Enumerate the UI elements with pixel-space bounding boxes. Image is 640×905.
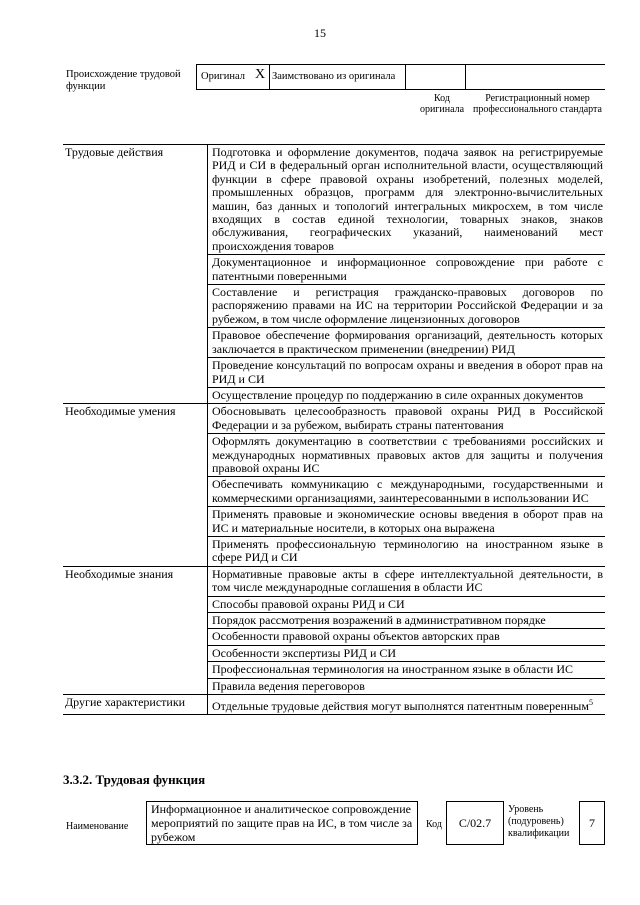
name-value: Информационное и аналитическое сопровождение мероприятий по защите прав на ИС, в том числе за рубежом <box>146 801 418 845</box>
table-row <box>63 694 605 715</box>
row-item: Осуществление процедур по поддержанию в силе охранных документов <box>212 387 584 402</box>
original-cell <box>196 64 270 90</box>
table-row <box>63 144 605 403</box>
row-label: Трудовые действия <box>65 145 164 159</box>
row-item: Применять правовые и экономические основы введения в оборот прав на ИС и материальные носители, в которых она выражена <box>208 507 605 537</box>
row-item: Правовое обеспечение формирования организаций, деятельность которых заключается в практическом применении (внедрении) РИД <box>208 328 605 358</box>
labor-function-table <box>63 144 605 715</box>
level-label: Уровень (подуровень) квалификации <box>508 804 570 839</box>
reg-number-cell <box>465 64 605 90</box>
row-item: Отдельные трудовые действия могут выполнятся патентным поверенным$^5$ <box>212 698 593 714</box>
page-number: 15 <box>314 26 326 40</box>
row-item: Подготовка и оформление документов, подача заявок на регистрируемые РИД и СИ в федеральный орган исполнительной власти, осуществляющий функции в сфере правовой охраны изобретений, полезных моделей, промышленных образцов, программ для электронно-вычислительных машин, баз данных и топологий интегральных микросхем, в том числе входящих в состав единой технологии, товарных знаков, знаков обслуживания, географических указаний, наименований мест происхождения товаров <box>208 145 605 255</box>
table-row <box>63 566 605 694</box>
code-value: C/02.7 <box>446 801 504 845</box>
row-item: Порядок рассмотрения возражений в административном порядке <box>208 613 605 629</box>
row-label: Необходимые умения <box>65 404 176 419</box>
row-item: Применять профессиональную терминологию на иностранном языке в сфере РИД и СИ <box>212 536 603 565</box>
row-item: Правила ведения переговоров <box>212 678 365 693</box>
reg-number-caption: Регистрационный номер профессионального стандарта <box>473 93 602 115</box>
original-label: Оригинал <box>201 71 245 82</box>
row-item: Оформлять документацию в соответствии с требованиями российских и международных нормативных правовых актов для защиты и получения правовой охраны ИС <box>208 434 605 477</box>
footnote-mark: 5 <box>588 698 593 708</box>
borrowed-label: Заимствовано из оригинала <box>272 71 396 82</box>
row-item: Профессиональная терминология на иностранном языке в области ИС <box>208 662 605 678</box>
row-item: Обосновывать целесообразность правовой охраны РИД в Российской Федерации и за рубежом, выбирать страны патентования <box>208 404 605 434</box>
borrowed-cell <box>268 64 406 90</box>
origin-label: Происхождение трудовой функции <box>66 69 181 92</box>
code-label: Код <box>426 819 442 830</box>
table-row <box>63 403 605 565</box>
row-item: Составление и регистрация гражданско-правовых договоров по распоряжению правами на ИС на территории Российской Федерации и за рубежом, в том числе оформление лицензионных договоров <box>208 285 605 328</box>
row-label: Другие характеристики <box>65 695 186 710</box>
level-value: 7 <box>579 801 605 845</box>
name-label: Наименование <box>66 821 129 832</box>
row-item: Проведение консультаций по вопросам охраны и введения в оборот прав на РИД и СИ <box>208 358 605 388</box>
row-item: Особенности правовой охраны объектов авторских прав <box>208 629 605 645</box>
original-mark: X <box>255 67 266 82</box>
row-label: Необходимые знания <box>65 566 174 581</box>
row-item: Особенности экспертизы РИД и СИ <box>208 646 605 662</box>
section-title: 3.3.2. Трудовая функция <box>63 772 206 787</box>
row-item: Обеспечивать коммуникацию с международными, государственными и коммерческими организациями, заинтересованными в использовании ИС <box>208 477 605 507</box>
row-item: Документационное и информационное сопровождение при работе с патентными поверенными <box>208 255 605 285</box>
row-item: Способы правовой охраны РИД и СИ <box>208 597 605 613</box>
code-original-cell <box>405 64 466 90</box>
code-original-caption: Код оригинала <box>419 93 465 115</box>
row-item: Нормативные правовые акты в сфере интеллектуальной деятельности, в том числе международные соглашения в области ИС <box>208 567 605 597</box>
